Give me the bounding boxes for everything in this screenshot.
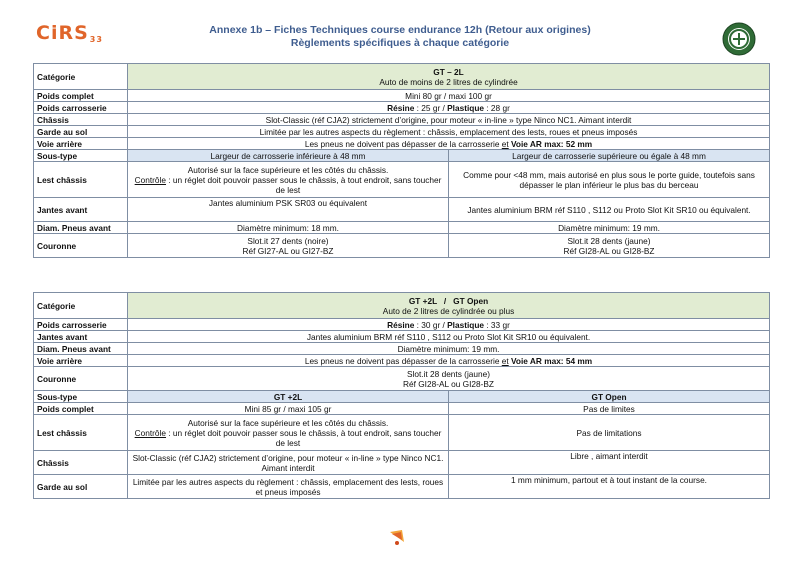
row-jantes-avant	[34, 331, 770, 343]
row-chassis	[34, 451, 770, 475]
row-diam-pneus	[34, 222, 770, 234]
label-poids-carrosserie: Poids carrosserie	[34, 102, 128, 114]
poids-carrosserie-value	[128, 319, 770, 331]
poids-carrosserie-value	[128, 102, 770, 114]
voie-max: Voie AR max: 54 mm	[508, 355, 593, 366]
categorie-title: GT – 2L	[433, 66, 464, 77]
label-diam-pneus: Diam. Pneus avant	[34, 222, 128, 234]
lest-chassis-b: Pas de limitations	[449, 415, 770, 451]
diam-pneus-a: Diamètre minimum: 18 mm.	[128, 222, 449, 234]
row-categorie	[34, 293, 770, 319]
poids-complet-value: Mini 80 gr / maxi 100 gr	[128, 90, 770, 102]
voie-et: et	[501, 138, 509, 149]
resine-label: Résine	[387, 102, 415, 113]
lest-a-line1: Autorisé sur la face supérieure et les côtés du châssis.	[187, 164, 389, 175]
row-couronne	[34, 367, 770, 391]
sous-type-a: GT +2L	[128, 391, 449, 403]
resine-value: : 30 gr /	[414, 319, 448, 330]
table-gt-minus-2l	[33, 63, 770, 258]
label-lest-chassis: Lest châssis	[34, 162, 128, 198]
label-couronne: Couronne	[34, 367, 128, 391]
logo-sub: 33	[89, 35, 103, 44]
row-couronne	[34, 234, 770, 258]
label-chassis: Châssis	[34, 114, 128, 126]
plastique-value: : 33 gr	[484, 319, 510, 330]
plastique-value: : 28 gr	[484, 102, 510, 113]
lest-a-line2: : un réglet doit pouvoir passer sous le châssis, à tout endroit, sans toucher de lest	[166, 174, 442, 195]
row-poids-complet	[34, 403, 770, 415]
voie-arriere-value	[128, 138, 770, 150]
row-garde-au-sol	[34, 475, 770, 499]
page-subtitle: Règlements spécifiques à chaque catégorie	[290, 37, 510, 49]
couronne-b	[449, 234, 770, 258]
row-diam-pneus	[34, 343, 770, 355]
row-poids-complet	[34, 90, 770, 102]
categorie-title: GT +2L / GT Open	[408, 295, 489, 306]
label-garde-au-sol: Garde au sol	[34, 126, 128, 138]
table-gt-plus-2l-open	[33, 292, 770, 499]
voie-text: Les pneus ne doivent pas dépasser de la carrosserie	[304, 355, 502, 366]
lest-a-line1: Autorisé sur la face supérieure et les côtés du châssis.	[187, 417, 389, 428]
club-seal-icon	[722, 22, 756, 56]
page-header	[150, 24, 650, 50]
voie-arriere-value	[128, 355, 770, 367]
couronne-b-line2: Réf GI28-AL ou GI28-BZ	[563, 245, 655, 256]
poids-complet-a: Mini 85 gr / maxi 105 gr	[128, 403, 449, 415]
lest-chassis-b: Comme pour <48 mm, mais autorisé en plus sous le porte guide, toutefois sans dépasser le plan inférieur le plus bas du berceau	[449, 162, 770, 198]
label-couronne: Couronne	[34, 234, 128, 258]
chassis-b: Libre , aimant interdit	[449, 451, 770, 475]
diam-pneus-b: Diamètre minimum: 19 mm.	[449, 222, 770, 234]
row-voie-arriere	[34, 355, 770, 367]
jantes-avant-value: Jantes aluminium BRM réf S110 , S112 ou Proto Slot Kit SR10 ou équivalent.	[128, 331, 770, 343]
voie-max: Voie AR max: 52 mm	[508, 138, 593, 149]
row-sous-type	[34, 150, 770, 162]
row-sous-type	[34, 391, 770, 403]
label-jantes-avant: Jantes avant	[34, 198, 128, 222]
page-title: Annexe 1b – Fiches Techniques course endurance 12h (Retour aux origines)	[209, 24, 591, 36]
row-lest-chassis	[34, 162, 770, 198]
plastique-label: Plastique	[447, 102, 485, 113]
sous-type-b: GT Open	[449, 391, 770, 403]
poids-complet-b: Pas de limites	[449, 403, 770, 415]
jantes-avant-a: Jantes aluminium PSK SR03 ou équivalent	[128, 198, 449, 222]
row-poids-carrosserie	[34, 102, 770, 114]
sous-type-b: Largeur de carrosserie supérieure ou égale à 48 mm	[449, 150, 770, 162]
lest-chassis-a	[128, 415, 449, 451]
jantes-avant-b: Jantes aluminium BRM réf S110 , S112 ou Proto Slot Kit SR10 ou équivalent.	[449, 198, 770, 222]
label-lest-chassis: Lest châssis	[34, 415, 128, 451]
row-voie-arriere	[34, 138, 770, 150]
chassis-a: Slot-Classic (réf CJA2) strictement d’origine, pour moteur « in-line » type Ninco NC1. Aimant interdit	[128, 451, 449, 475]
couronne-a-line2: Réf GI27-AL ou GI27-BZ	[242, 245, 334, 256]
couronne-b-line1: Slot.it 28 dents (jaune)	[567, 235, 651, 246]
voie-et: et	[501, 355, 509, 366]
label-diam-pneus: Diam. Pneus avant	[34, 343, 128, 355]
label-categorie: Catégorie	[34, 293, 128, 319]
resine-label: Résine	[387, 319, 415, 330]
voie-text: Les pneus ne doivent pas dépasser de la carrosserie	[304, 138, 502, 149]
garde-au-sol-b: 1 mm minimum, partout et à tout instant de la course.	[449, 475, 770, 499]
label-voie-arriere: Voie arrière	[34, 138, 128, 150]
label-chassis: Châssis	[34, 451, 128, 475]
couronne-line1: Slot.it 28 dents (jaune)	[406, 368, 491, 379]
categorie-value	[128, 64, 770, 90]
label-poids-carrosserie: Poids carrosserie	[34, 319, 128, 331]
row-chassis	[34, 114, 770, 126]
label-poids-complet: Poids complet	[34, 403, 128, 415]
couronne-line2: Réf GI28-AL ou GI28-BZ	[403, 378, 494, 389]
footer-logo-icon	[386, 526, 408, 548]
couronne-a	[128, 234, 449, 258]
label-voie-arriere: Voie arrière	[34, 355, 128, 367]
row-jantes-avant	[34, 198, 770, 222]
garde-au-sol-value: Limitée par les autres aspects du règlement : châssis, emplacement des lests, roues et pneus imposés	[128, 126, 770, 138]
row-categorie	[34, 64, 770, 90]
logo-text: CiRS	[36, 22, 89, 44]
chassis-value: Slot-Classic (réf CJA2) strictement d’origine, pour moteur « in-line » type Ninco NC1. Aimant interdit	[128, 114, 770, 126]
categorie-desc: Auto de 2 litres de cylindrée ou plus	[382, 305, 515, 316]
lest-a-controle: Contrôle	[134, 174, 167, 185]
categorie-value	[128, 293, 770, 319]
diam-pneus-value: Diamètre minimum: 19 mm.	[128, 343, 770, 355]
resine-value: : 25 gr /	[414, 102, 448, 113]
label-sous-type: Sous-type	[34, 391, 128, 403]
plastique-label: Plastique	[447, 319, 485, 330]
garde-au-sol-a: Limitée par les autres aspects du règlement : châssis, emplacement des lests, roues et pneus imposés	[128, 475, 449, 499]
sous-type-a: Largeur de carrosserie inférieure à 48 mm	[128, 150, 449, 162]
row-garde-au-sol	[34, 126, 770, 138]
couronne-value	[128, 367, 770, 391]
categorie-desc: Auto de moins de 2 litres de cylindrée	[379, 76, 518, 87]
lest-chassis-a	[128, 162, 449, 198]
row-poids-carrosserie	[34, 319, 770, 331]
label-sous-type: Sous-type	[34, 150, 128, 162]
cirs-logo	[36, 22, 103, 44]
lest-a-line2: : un réglet doit pouvoir passer sous le châssis, à tout endroit, sans toucher de lest	[166, 427, 442, 448]
couronne-a-line1: Slot.it 27 dents (noire)	[247, 235, 329, 246]
label-garde-au-sol: Garde au sol	[34, 475, 128, 499]
label-categorie: Catégorie	[34, 64, 128, 90]
label-poids-complet: Poids complet	[34, 90, 128, 102]
label-jantes-avant: Jantes avant	[34, 331, 128, 343]
lest-a-controle: Contrôle	[134, 427, 167, 438]
row-lest-chassis	[34, 415, 770, 451]
